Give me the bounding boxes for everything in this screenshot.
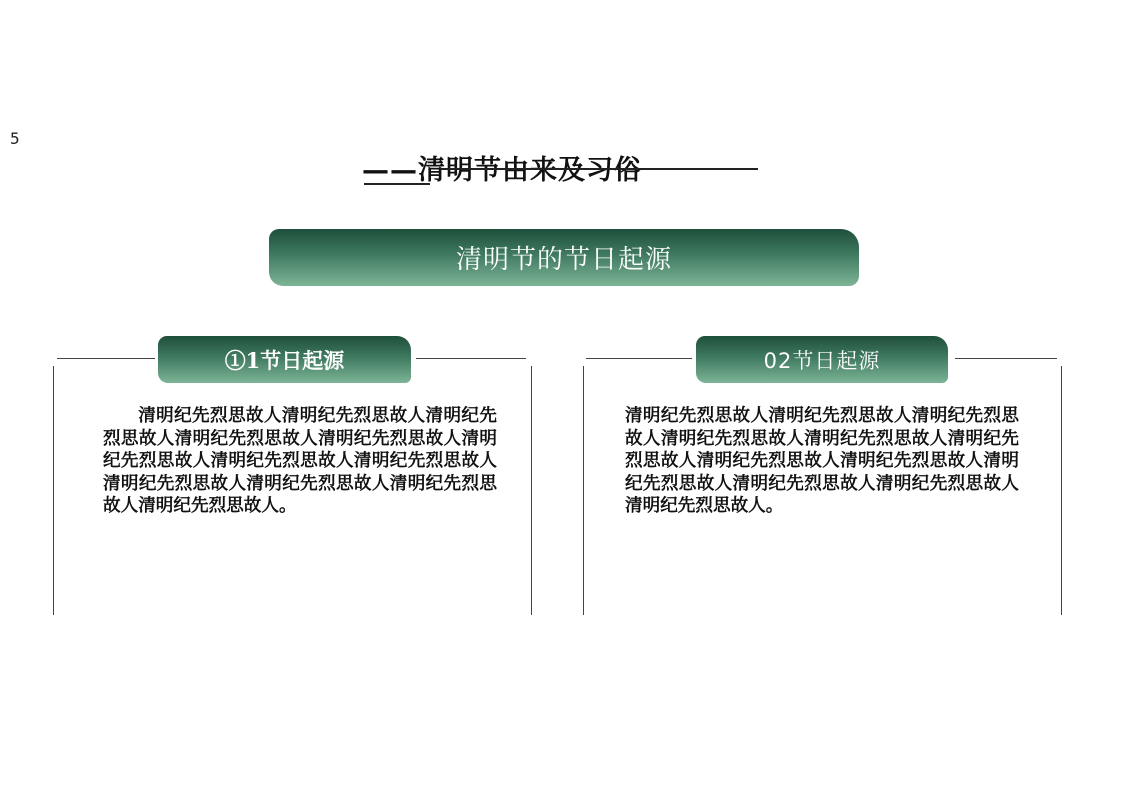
section-banner-label: 清明节的节日起源 (455, 245, 672, 275)
section-banner (269, 229, 859, 286)
right-header-line-left (586, 358, 692, 359)
right-header-line-right (955, 358, 1057, 359)
right-body-text: 清明纪先烈思故人清明纪先烈思故人清明纪先烈思故人清明纪先烈思故人清明纪先烈思故人清明纪先烈思故人清明纪先烈思故人清明纪先烈思故人清明纪先烈思故人清明纪先烈思故人清明纪先烈思故人清明纪先烈思故人。 (625, 405, 1019, 516)
page-title: ——清明节由来及习俗 (362, 155, 642, 186)
title-strike-line (440, 168, 758, 170)
tab-origin-2 (696, 336, 948, 383)
left-header-line-left (57, 358, 155, 359)
title-underline (364, 183, 430, 185)
page-number: 5 (10, 129, 20, 148)
tab-origin-2-label: 02节日起源 (763, 348, 881, 373)
left-body-text: 清明纪先烈思故人清明纪先烈思故人清明纪先烈思故人清明纪先烈思故人清明纪先烈思故人清明纪先烈思故人清明纪先烈思故人清明纪先烈思故人清明纪先烈思故人清明纪先烈思故人清明纪先烈思故人清明纪先烈思故人。 (103, 405, 497, 516)
tab-origin-1-label: ①1节日起源 (224, 347, 345, 373)
left-header-line-right (416, 358, 526, 359)
tab-origin-1 (158, 336, 411, 383)
